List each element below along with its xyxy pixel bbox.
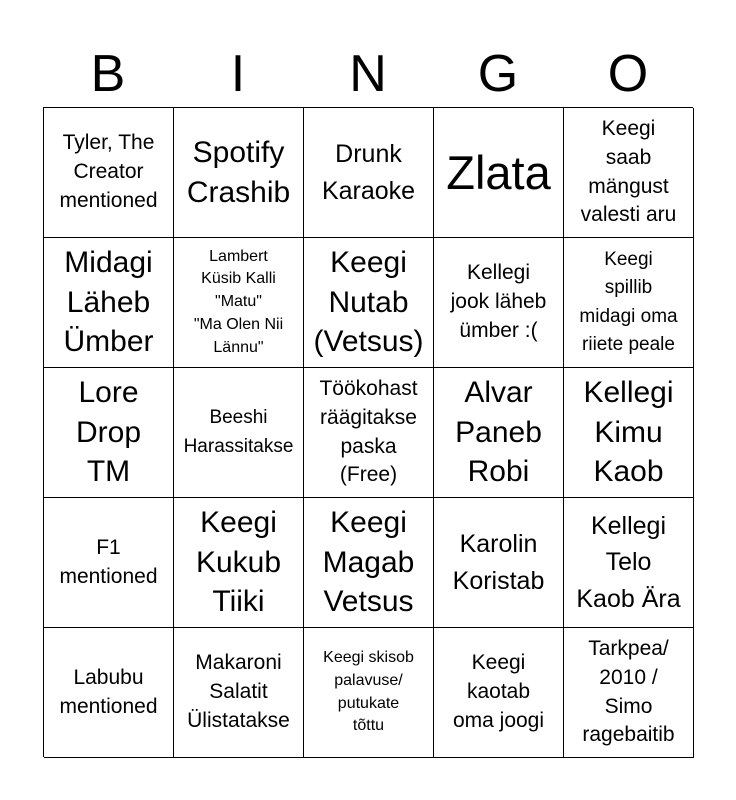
header-letter-b: B — [90, 45, 126, 103]
bingo-cell[interactable] — [44, 368, 174, 498]
cell-text: F1 mentioned — [59, 535, 158, 588]
cell-text: Drunk Karaoke — [321, 140, 416, 205]
bingo-cell[interactable] — [564, 368, 694, 498]
bingo-cell[interactable] — [174, 108, 304, 238]
bingo-cell[interactable] — [174, 628, 304, 758]
cell-text: Labubu mentioned — [59, 665, 158, 718]
bingo-header — [43, 40, 693, 108]
cell-text: Keegi saab mängust valesti aru — [580, 116, 677, 227]
bingo-cell[interactable] — [304, 628, 434, 758]
bingo-card-grid — [43, 107, 693, 757]
cell-text: Kellegi jook läheb ümber :( — [450, 261, 547, 342]
cell-text: Zlata — [446, 145, 551, 199]
cell-text: Kellegi Kimu Kaob — [583, 376, 674, 489]
cell-text: Keegi Magab Vetsus — [322, 506, 415, 619]
cell-text: Lambert Küsib Kalli "Matu" "Ma Olen Nii Lännu" — [193, 247, 284, 356]
bingo-cell[interactable] — [174, 238, 304, 368]
bingo-cell[interactable] — [304, 108, 434, 238]
bingo-cell[interactable] — [304, 498, 434, 628]
cell-text: Kellegi Telo Kaob Ära — [576, 512, 681, 613]
bingo-cell[interactable] — [434, 238, 564, 368]
cell-text: Makaroni Salatit Ülistatakse — [187, 651, 290, 732]
bingo-cell[interactable] — [434, 368, 564, 498]
bingo-cell[interactable] — [174, 498, 304, 628]
bingo-cell[interactable] — [564, 238, 694, 368]
cell-text: Karolin Koristab — [452, 530, 545, 595]
cell-text: Lore Drop TM — [75, 376, 142, 489]
cell-text: Spotify Crashib — [186, 135, 291, 209]
bingo-cell[interactable] — [44, 628, 174, 758]
cell-text: Keegi kaotab oma joogi — [452, 651, 545, 732]
bingo-cell[interactable] — [304, 368, 434, 498]
bingo-cell[interactable] — [564, 628, 694, 758]
bingo-cell[interactable] — [174, 368, 304, 498]
bingo-cell[interactable] — [44, 108, 174, 238]
header-letter-o: O — [607, 45, 649, 103]
cell-text: Keegi Kukub Tiiki — [195, 506, 282, 619]
bingo-cell[interactable] — [44, 498, 174, 628]
cell-text: Alvar Paneb Robi — [455, 376, 542, 489]
header-letter-i: I — [230, 45, 246, 103]
bingo-cell[interactable] — [564, 108, 694, 238]
header-letter-n: N — [349, 45, 387, 103]
bingo-cell[interactable] — [564, 498, 694, 628]
bingo-cell[interactable] — [434, 628, 564, 758]
bingo-cell[interactable] — [44, 238, 174, 368]
cell-text: Tarkpea/ 2010 / Simo ragebaitib — [582, 636, 675, 747]
cell-text: Beeshi Harassitakse — [183, 407, 294, 457]
cell-text: Keegi spillib midagi oma riiete peale — [579, 248, 678, 355]
cell-text: Tyler, The Creator mentioned — [59, 131, 158, 212]
cell-text: Töökohast räägitakse paska (Free) — [319, 376, 418, 487]
cell-text: Keegi Nutab (Vetsus) — [313, 246, 424, 359]
cell-text: Midagi Läheb Ümber — [63, 246, 154, 359]
bingo-cell[interactable] — [434, 108, 564, 238]
bingo-cell[interactable] — [434, 498, 564, 628]
header-letter-g: G — [477, 45, 519, 103]
cell-text: Keegi skisob palavuse/ putukate tõttu — [323, 649, 414, 735]
bingo-cell[interactable] — [304, 238, 434, 368]
